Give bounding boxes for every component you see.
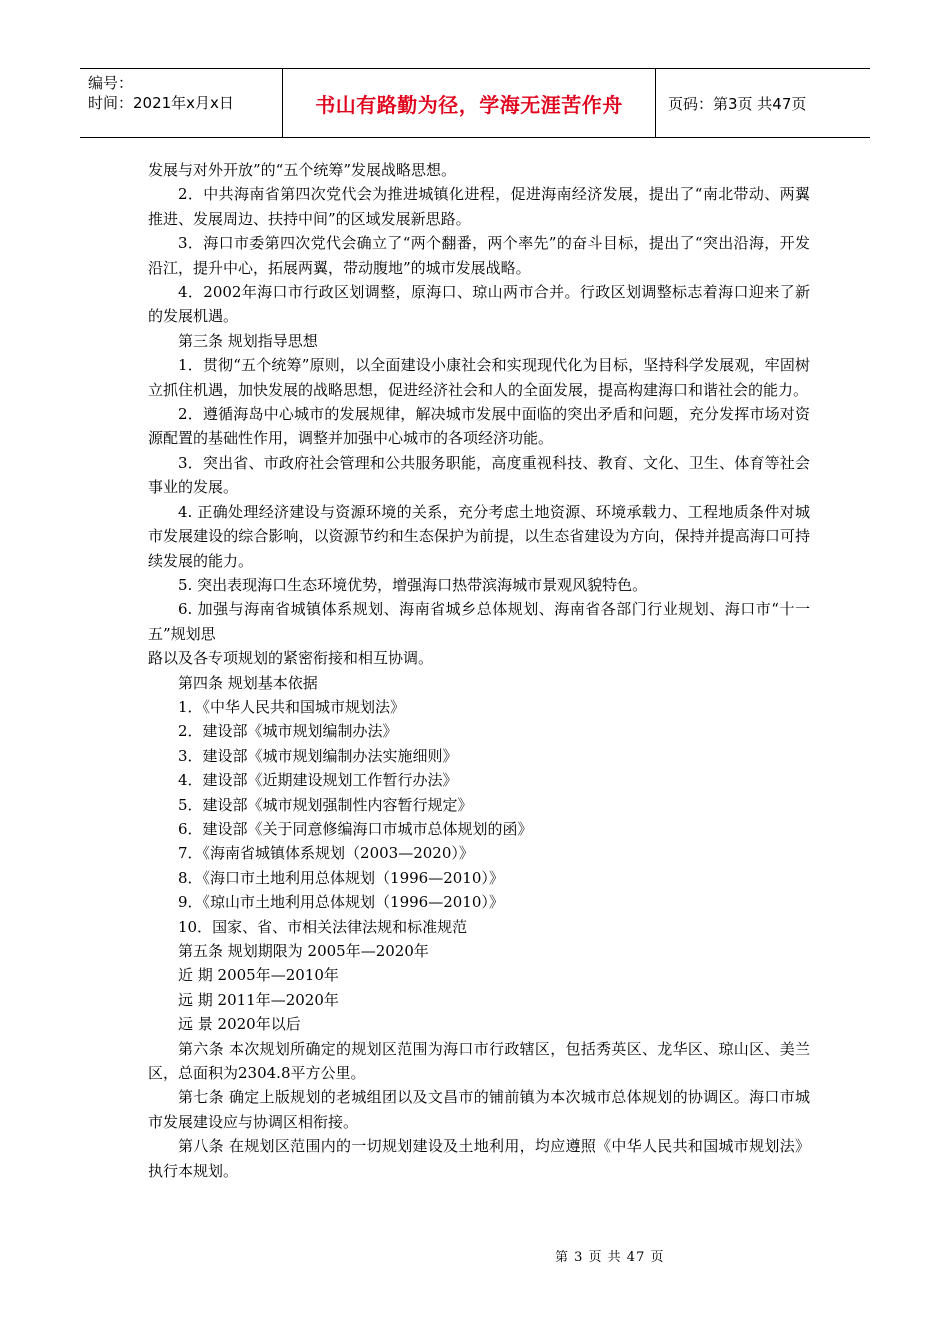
section-heading: 第五条 规划期限为 2005年—2020年 xyxy=(178,942,429,960)
section-heading: 第三条 规划指导思想 xyxy=(178,331,318,350)
paragraph: 6. 加强与海南省城镇体系规划、海南省城乡总体规划、海南省各部门行业规划、海口市“十一五”规划思 xyxy=(148,600,810,643)
list-item: 4．建设部《近期建设规划工作暂行办法》 xyxy=(178,771,458,790)
paragraph: 1．贯彻“五个统筹”原则，以全面建设小康社会和实现现代化为目标，坚持科学发展观，牢固树立抓住机遇，加快发展的战略思想，促进经济社会和人的全面发展，提高构建海口和谐社会的能力。 xyxy=(148,356,810,399)
paragraph: 第七条 确定上版规划的老城组团以及文昌市的铺前镇为本次城市总体规划的协调区。海口市城市发展建设应与协调区相衔接。 xyxy=(148,1088,810,1131)
header-meta xyxy=(80,69,283,137)
list-item: 10．国家、省、市相关法律法规和标准规范 xyxy=(178,917,468,936)
paragraph: 4．2002年海口市行政区划调整，原海口、琼山两市合并。行政区划调整标志着海口迎来了新的发展机遇。 xyxy=(148,283,810,326)
list-item: 8．《海口市土地利用总体规划（1996—2010）》 xyxy=(178,868,504,887)
list-item: 5．建设部《城市规划强制性内容暂行规定》 xyxy=(178,795,473,814)
paragraph: 3．突出省、市政府社会管理和公共服务职能，高度重视科技、教育、文化、卫生、体育等社会事业的发展。 xyxy=(148,453,810,497)
term-line: 远 景 2020年以后 xyxy=(178,1015,301,1034)
list-item: 7．《海南省城镇体系规划（2003—2020）》 xyxy=(178,844,474,863)
list-item: 6．建设部《关于同意修编海口市城市总体规划的函》 xyxy=(178,819,533,838)
page-header xyxy=(80,68,870,138)
paragraph: 2．中共海南省第四次党代会为推进城镇化进程，促进海南经济发展，提出了“南北带动、两翼推进、发展周边、扶持中间”的区域发展新思路。 xyxy=(148,185,810,228)
header-motto: 书山有路勤为径，学海无涯苦作舟 xyxy=(283,69,656,137)
term-line: 远 期 2011年—2020年 xyxy=(178,990,339,1009)
paragraph: 路以及各专项规划的紧密衔接和相互协调。 xyxy=(148,649,434,668)
paragraph: 第六条 本次规划所确定的规划区范围为海口市行政辖区，包括秀英区、龙华区、琼山区、美兰区，总面积为2304.8平方公里。 xyxy=(148,1039,810,1083)
section-heading: 第四条 规划基本依据 xyxy=(178,673,318,692)
paragraph: 3．海口市委第四次党代会确立了“两个翻番，两个率先”的奋斗目标，提出了“突出沿海，开发沿江，提升中心，拓展两翼，带动腹地”的城市发展战略。 xyxy=(148,234,810,277)
paragraph: 4. 正确处理经济建设与资源环境的关系，充分考虑土地资源、环境承载力、工程地质条件对城市发展建设的综合影响，以资源节约和生态保护为前提，以生态省建设为方向，保持并提高海口可持续发展的能力。 xyxy=(148,502,810,570)
header-page-info: 页码：第3页 共47页 xyxy=(668,94,807,113)
list-item: 9．《琼山市土地利用总体规划（1996—2010）》 xyxy=(178,893,504,912)
term-line: 近 期 2005年—2010年 xyxy=(178,966,339,985)
paragraph: 2．遵循海岛中心城市的发展规律，解决城市发展中面临的突出矛盾和问题，充分发挥市场对资源配置的基础性作用，调整并加强中心城市的各项经济功能。 xyxy=(148,405,810,448)
list-item: 3．建设部《城市规划编制办法实施细则》 xyxy=(178,746,458,765)
list-item: 1．《中华人民共和国城市规划法》 xyxy=(178,697,406,716)
doc-date: 时间：2021年x月x日 xyxy=(88,94,234,112)
doc-number-label: 编号： xyxy=(88,74,134,92)
footer-page-number: 第 3 页 共 47 页 xyxy=(555,1250,665,1265)
document-body xyxy=(148,158,810,1183)
paragraph: 5. 突出表现海口生态环境优势，增强海口热带滨海城市景观风貌特色。 xyxy=(178,575,648,594)
list-item: 2．建设部《城市规划编制办法》 xyxy=(178,722,398,741)
paragraph: 发展与对外开放”的“五个统筹”发展战略思想。 xyxy=(148,161,457,179)
paragraph: 第八条 在规划区范围内的一切规划建设及土地利用，均应遵照《中华人民共和国城市规划法》执行本规划。 xyxy=(148,1137,810,1180)
